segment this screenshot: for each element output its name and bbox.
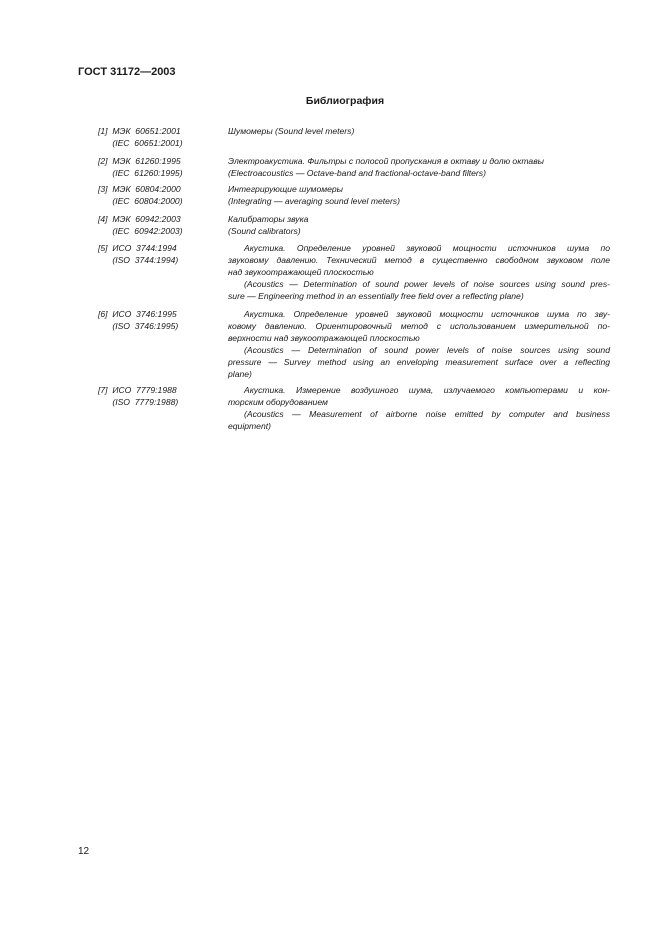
description-line: pressure — Survey method using an enveloping measurement surface over a reflecting xyxy=(228,357,610,367)
entry-reference xyxy=(98,242,228,266)
reference-line: [5] ИСО 3744:1994 xyxy=(98,243,177,253)
entry-description xyxy=(228,183,610,207)
reference-line: (ISO 7779:1988) xyxy=(98,397,179,407)
description-line: (Electroacoustics — Octave-band and fractional-octave-band filters) xyxy=(228,168,486,178)
reference-line: [2] МЭК 61260:1995 xyxy=(98,156,181,166)
reference-line: (IEC 61260:1995) xyxy=(98,168,183,178)
entry-reference xyxy=(98,125,228,149)
reference-line: [1] МЭК 60651:2001 xyxy=(98,126,181,136)
description-line: (Acoustics — Determination of sound power levels of noise sources using sound xyxy=(244,345,610,355)
description-line: звуковому давлению. Технический метод в существенно свободном звуковом поле xyxy=(228,255,610,265)
reference-line: [6] ИСО 3746:1995 xyxy=(98,309,177,319)
reference-line: (ISO 3746:1995) xyxy=(98,321,179,331)
description-line: Акустика. Определение уровней звуковой мощности источников шума по зву- xyxy=(244,309,610,319)
description-line: Акустика. Определение уровней звуковой мощности источников шума по xyxy=(244,243,610,253)
entry-reference xyxy=(98,213,228,237)
entry-description xyxy=(228,384,610,432)
entry-description xyxy=(228,213,610,237)
entry-reference xyxy=(98,308,228,332)
reference-line: [7] ИСО 7779:1988 xyxy=(98,385,177,395)
document-header: ГОСТ 31172—2003 xyxy=(78,66,176,78)
description-line: ковому давлению. Ориентировочный метод с использованием измерительной по- xyxy=(228,321,610,331)
description-line: Калибраторы звука xyxy=(228,214,309,224)
entry-description xyxy=(228,125,610,137)
description-line: (Acoustics — Determination of sound power levels of noise sources using sound pres- xyxy=(244,279,610,289)
description-line: торским оборудованием xyxy=(228,397,328,407)
reference-line: [4] МЭК 60942:2003 xyxy=(98,214,181,224)
reference-line: (IEC 60804:2000) xyxy=(98,196,183,206)
description-line: sure — Engineering method in an essentially free field over a reflecting plane) xyxy=(228,291,524,301)
reference-line: (IEC 60651:2001) xyxy=(98,138,183,148)
description-line: Акустика. Измерение воздушного шума, излучаемого компьютерами и кон- xyxy=(244,385,610,395)
description-line: (Sound calibrators) xyxy=(228,226,301,236)
entry-description xyxy=(228,155,610,179)
description-line: equipment) xyxy=(228,421,271,431)
reference-line: [3] МЭК 60804:2000 xyxy=(98,184,181,194)
description-line: Интегрирующие шумомеры xyxy=(228,184,343,194)
description-line: верхности над звукоотражающей плоскостью xyxy=(228,333,420,343)
entry-description xyxy=(228,308,610,380)
description-line: над звукоотражающей плоскостью xyxy=(228,267,374,277)
description-line: Шумомеры (Sound level meters) xyxy=(228,126,355,136)
reference-line: (IEC 60942:2003) xyxy=(98,226,183,236)
page-number: 12 xyxy=(78,846,90,857)
description-line: (Integrating — averaging sound level meters) xyxy=(228,196,400,206)
entry-reference xyxy=(98,384,228,408)
section-title: Библиография xyxy=(305,95,385,107)
description-line: plane) xyxy=(228,369,252,379)
entry-description xyxy=(228,242,610,302)
description-line: Электроакустика. Фильтры с полосой пропускания в октаву и долю октавы xyxy=(228,156,545,166)
description-line: (Acoustics — Measurement of airborne noise emitted by computer and business xyxy=(244,409,610,419)
entry-reference xyxy=(98,183,228,207)
entry-reference xyxy=(98,155,228,179)
reference-line: (ISO 3744:1994) xyxy=(98,255,179,265)
